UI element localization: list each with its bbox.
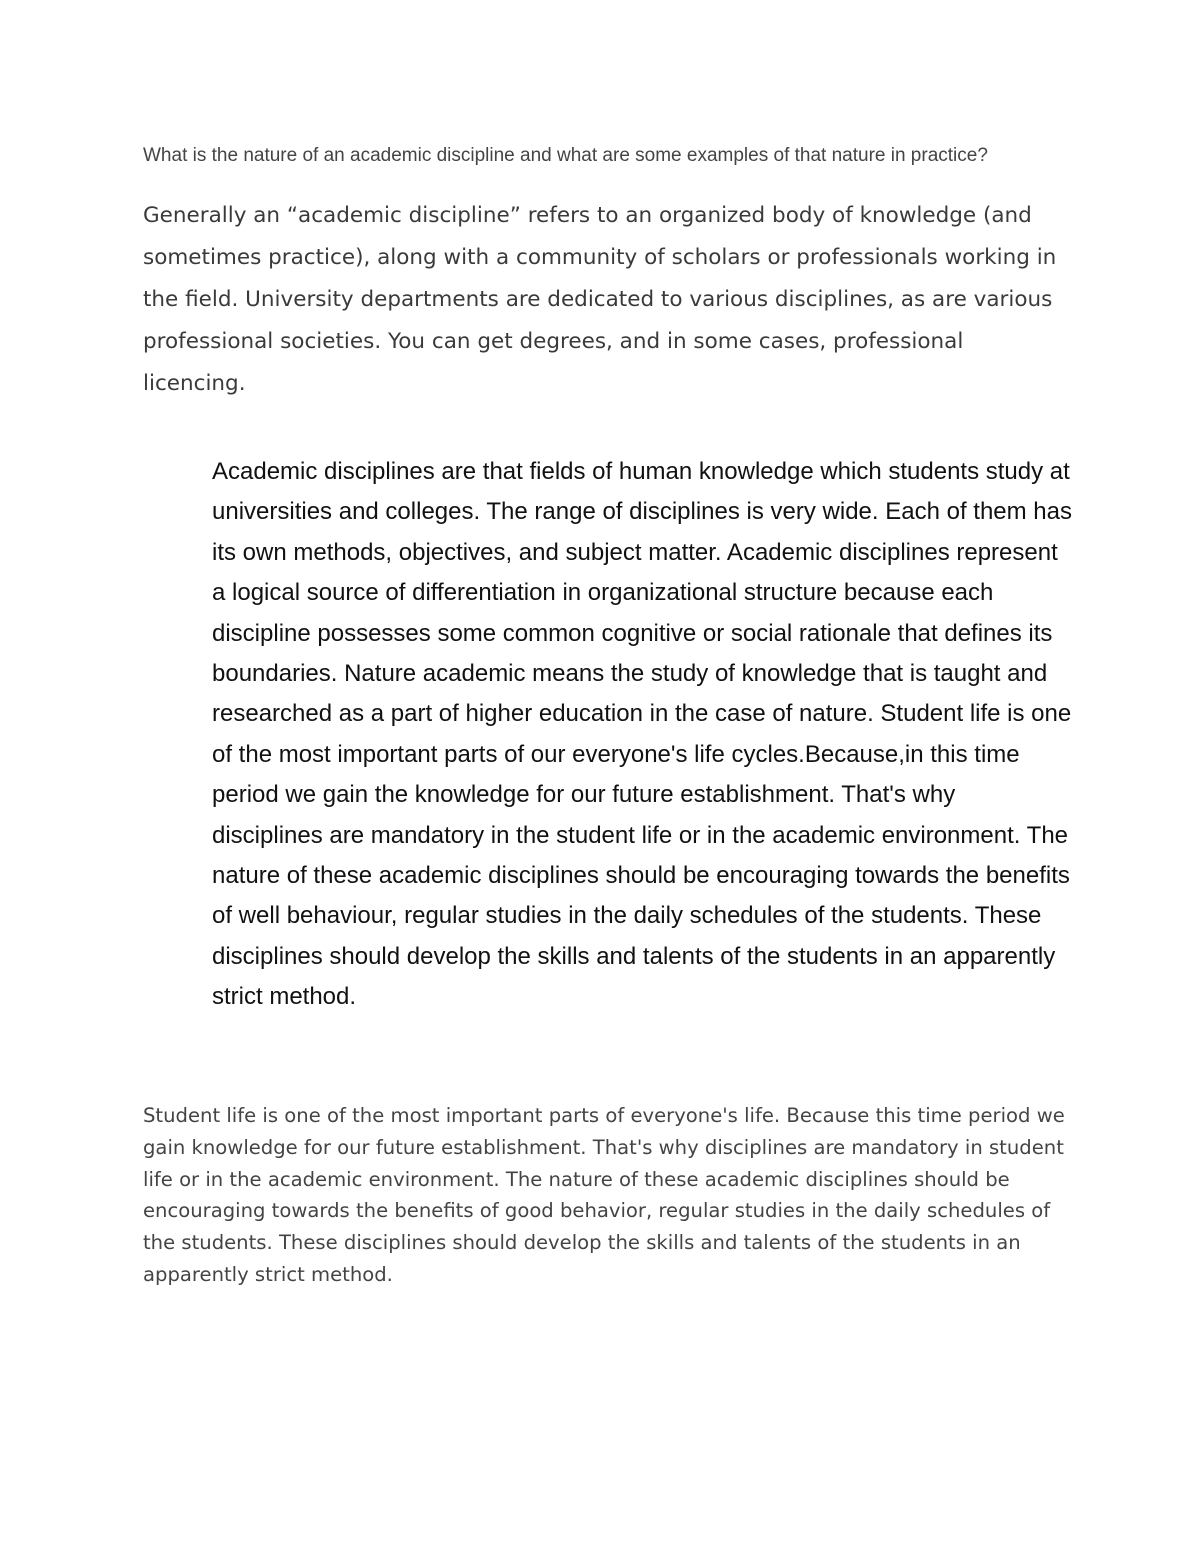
question-heading: What is the nature of an academic discipline and what are some examples of that nature in practice?	[143, 145, 988, 166]
summary-paragraph: Student life is one of the most important parts of everyone's life. Because this time period we gain knowledge for our future establishment. That's why disciplines are mandatory in student life or in the academic environment. The nature of these academic disciplines should be encouraging towards the benefits of good behavior, regular studies in the daily schedules of the students. These disciplines should develop the skills and talents of the students in an apparently strict method.	[143, 1104, 1065, 1286]
main-answer-paragraph: Academic disciplines are that fields of human knowledge which students study at universities and colleges. The range of disciplines is very wide. Each of them has its own methods, objectives, and subject matter. Academic disciplines represent a logical source of differentiation in organizational structure because each discipline possesses some common cognitive or social rationale that defines its boundaries. Nature academic means the study of knowledge that is taught and researched as a part of higher education in the case of nature. Student life is one of the most important parts of our everyone's life cycles.Because,in this time period we gain the knowledge for our future establishment. That's why disciplines are mandatory in the student life or in the academic environment. The nature of these academic disciplines should be encouraging towards the benefits of well behaviour, regular studies in the daily schedules of the students. These disciplines should develop the skills and talents of the students in an apparently strict method.	[212, 458, 1073, 1011]
intro-paragraph: Generally an “academic discipline” refers to an organized body of knowledge (and sometimes practice), along with a community of scholars or professionals working in the field. University departments are dedicated to various disciplines, as are various professional societies. You can get degrees, and in some cases, professional licencing.	[143, 203, 1057, 396]
